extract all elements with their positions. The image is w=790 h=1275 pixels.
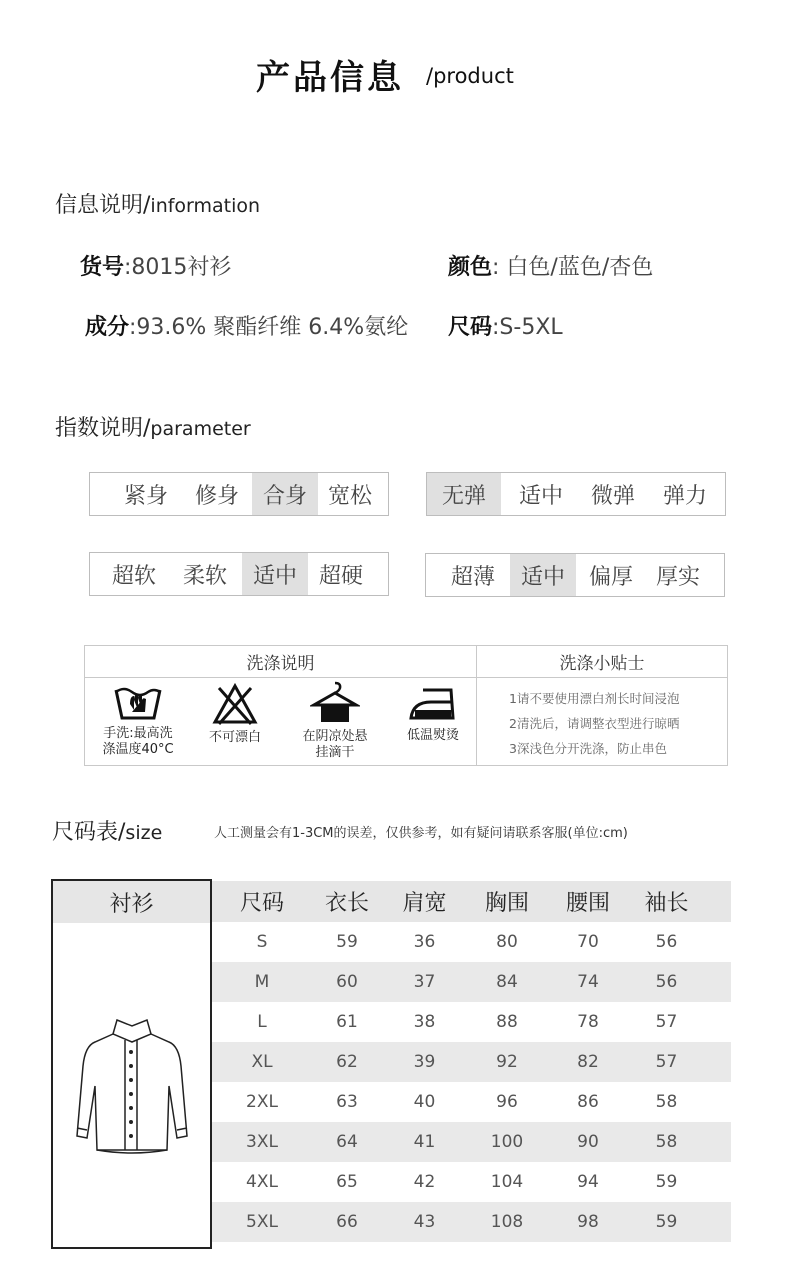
table-row bbox=[212, 1082, 731, 1122]
hand-wash-label-1: 手洗:最高洗 bbox=[103, 726, 173, 741]
garment-label: 衬衫 bbox=[53, 881, 210, 923]
table-cell: 40 bbox=[413, 1092, 436, 1112]
table-cell: 65 bbox=[336, 1172, 358, 1192]
table-row bbox=[212, 1042, 731, 1082]
table-row bbox=[212, 1122, 731, 1162]
table-cell: 84 bbox=[496, 972, 518, 992]
thickness-option-thin: 超薄 bbox=[450, 564, 495, 590]
hand-wash-item bbox=[93, 682, 183, 758]
composition-label: 成分 bbox=[85, 315, 130, 340]
low-iron-label: 低温熨烫 bbox=[406, 728, 459, 743]
washing-divider bbox=[476, 646, 477, 765]
composition-info bbox=[85, 310, 408, 341]
table-cell: 63 bbox=[336, 1092, 358, 1112]
no-bleach-icon bbox=[211, 682, 259, 726]
page-title: 产品信息 bbox=[256, 58, 404, 98]
table-cell: 104 bbox=[490, 1172, 524, 1192]
table-cell: 58 bbox=[655, 1092, 678, 1112]
elasticity-option-medium: 适中 bbox=[518, 483, 563, 509]
table-cell: 74 bbox=[577, 972, 599, 992]
thickness-option-medium-selected: 适中 bbox=[510, 554, 576, 596]
fit-option-loose: 宽松 bbox=[327, 483, 372, 509]
table-cell: L bbox=[257, 1012, 267, 1032]
item-number-label: 货号 bbox=[80, 255, 125, 280]
table-cell: 39 bbox=[413, 1052, 436, 1072]
thickness-scale bbox=[425, 553, 725, 597]
fit-scale bbox=[89, 472, 389, 516]
page-title-english: /product bbox=[426, 64, 514, 88]
color-value: : 白色/蓝色/杏色 bbox=[492, 255, 654, 280]
softness-scale bbox=[89, 552, 389, 596]
item-number bbox=[80, 250, 231, 281]
parameter-heading bbox=[55, 411, 251, 442]
washing-tip: 3深浅色分开洗涤，防止串色 bbox=[509, 741, 667, 756]
table-row bbox=[212, 1202, 731, 1242]
table-cell: 59 bbox=[655, 1212, 678, 1232]
no-bleach-label: 不可漂白 bbox=[208, 730, 261, 745]
table-cell: 66 bbox=[336, 1212, 358, 1232]
thickness-option-thick: 偏厚 bbox=[588, 564, 633, 590]
hand-wash-icon bbox=[112, 682, 164, 722]
elasticity-scale bbox=[426, 472, 726, 516]
softness-option-hard: 超硬 bbox=[318, 563, 363, 589]
table-cell: S bbox=[256, 932, 268, 952]
column-header: 肩宽 bbox=[402, 891, 447, 916]
table-cell: 2XL bbox=[246, 1092, 278, 1112]
table-cell: 82 bbox=[577, 1052, 599, 1072]
table-cell: 56 bbox=[655, 972, 678, 992]
table-cell: 58 bbox=[655, 1132, 678, 1152]
table-cell: 59 bbox=[655, 1172, 678, 1192]
color-info bbox=[448, 250, 653, 281]
size-range-value: :S-5XL bbox=[492, 315, 563, 340]
column-header: 胸围 bbox=[484, 891, 529, 916]
table-row bbox=[212, 1162, 731, 1202]
elasticity-option-slight: 微弹 bbox=[590, 483, 635, 509]
color-label: 颜色 bbox=[448, 255, 493, 280]
washing-box bbox=[84, 645, 728, 766]
hang-dry-shade-icon bbox=[310, 679, 360, 725]
softness-option-super-soft: 超软 bbox=[111, 563, 156, 589]
table-cell: XL bbox=[251, 1052, 273, 1072]
fit-option-regular-selected: 合身 bbox=[252, 473, 318, 515]
size-chart-heading-cn: 尺码表/ bbox=[52, 820, 126, 845]
information-heading bbox=[55, 188, 260, 219]
elasticity-option-stretch: 弹力 bbox=[662, 483, 707, 509]
table-cell: 86 bbox=[577, 1092, 599, 1112]
table-cell: M bbox=[254, 972, 270, 992]
washing-tip: 1请不要使用漂白剂长时间浸泡 bbox=[509, 691, 680, 706]
table-cell: 100 bbox=[490, 1132, 524, 1152]
size-chart-heading-en: size bbox=[125, 822, 163, 844]
table-cell: 4XL bbox=[246, 1172, 278, 1192]
table-cell: 92 bbox=[496, 1052, 518, 1072]
softness-option-soft: 柔软 bbox=[182, 563, 227, 589]
table-cell: 60 bbox=[336, 972, 358, 992]
table-cell: 57 bbox=[655, 1052, 678, 1072]
table-cell: 96 bbox=[496, 1092, 518, 1112]
table-cell: 37 bbox=[413, 972, 436, 992]
table-cell: 3XL bbox=[246, 1132, 278, 1152]
table-cell: 64 bbox=[336, 1132, 358, 1152]
hang-dry-label-1: 在阴凉处悬 bbox=[302, 729, 368, 744]
table-cell: 61 bbox=[336, 1012, 358, 1032]
thickness-option-very-thick: 厚实 bbox=[655, 564, 700, 590]
table-cell: 78 bbox=[577, 1012, 599, 1032]
shirt-illustration-panel bbox=[51, 879, 212, 1249]
composition-value: :93.6% 聚酯纤维 6.4%氨纶 bbox=[129, 315, 409, 340]
column-header: 袖长 bbox=[644, 891, 689, 916]
table-cell: 42 bbox=[413, 1172, 436, 1192]
size-range-label: 尺码 bbox=[448, 315, 493, 340]
washing-tips-list bbox=[509, 686, 679, 761]
no-bleach-item bbox=[195, 682, 275, 746]
parameter-heading-en: parameter bbox=[150, 418, 251, 440]
parameter-heading-cn: 指数说明/ bbox=[55, 416, 151, 441]
washing-tip: 2清洗后，请调整衣型进行晾晒 bbox=[509, 716, 680, 731]
table-cell: 38 bbox=[413, 1012, 436, 1032]
table-cell: 41 bbox=[413, 1132, 436, 1152]
size-range-info bbox=[448, 310, 563, 341]
table-row bbox=[212, 922, 731, 962]
size-chart-note: 人工测量会有1-3CM的误差，仅供参考，如有疑问请联系客服(单位:cm) bbox=[214, 826, 628, 841]
column-header: 尺码 bbox=[239, 891, 284, 916]
table-cell: 90 bbox=[577, 1132, 599, 1152]
washing-instructions-heading: 洗涤说明 bbox=[85, 646, 476, 678]
hang-dry-item bbox=[289, 679, 381, 761]
table-cell: 56 bbox=[655, 932, 678, 952]
table-cell: 36 bbox=[413, 932, 436, 952]
item-number-value: :8015衬衫 bbox=[124, 255, 232, 280]
low-iron-icon bbox=[407, 684, 459, 724]
table-cell: 70 bbox=[577, 932, 599, 952]
information-heading-en: information bbox=[150, 195, 261, 217]
hand-wash-label-2: 涤温度40°C bbox=[102, 742, 174, 757]
hang-dry-label-2: 挂滴干 bbox=[315, 745, 355, 760]
shirt-icon bbox=[73, 1016, 191, 1156]
softness-option-medium-selected: 适中 bbox=[242, 553, 308, 595]
elasticity-option-none-selected: 无弹 bbox=[427, 473, 501, 515]
fit-option-tight: 紧身 bbox=[123, 483, 168, 509]
table-cell: 108 bbox=[490, 1212, 524, 1232]
column-header: 腰围 bbox=[565, 891, 610, 916]
table-row bbox=[212, 962, 731, 1002]
table-cell: 5XL bbox=[246, 1212, 278, 1232]
low-iron-item bbox=[393, 684, 473, 744]
table-cell: 59 bbox=[336, 932, 358, 952]
table-cell: 98 bbox=[577, 1212, 599, 1232]
washing-tips-heading: 洗涤小贴士 bbox=[477, 646, 727, 678]
table-cell: 94 bbox=[577, 1172, 599, 1192]
size-table bbox=[212, 881, 731, 1242]
fit-option-slim: 修身 bbox=[194, 483, 239, 509]
column-header: 衣长 bbox=[324, 891, 369, 916]
table-cell: 80 bbox=[496, 932, 518, 952]
table-cell: 88 bbox=[496, 1012, 518, 1032]
information-heading-cn: 信息说明/ bbox=[55, 193, 151, 218]
table-cell: 43 bbox=[413, 1212, 436, 1232]
size-table-header bbox=[212, 881, 731, 922]
size-table-body bbox=[212, 922, 731, 1242]
table-row bbox=[212, 1002, 731, 1042]
table-cell: 57 bbox=[655, 1012, 678, 1032]
table-cell: 62 bbox=[336, 1052, 358, 1072]
size-chart-heading bbox=[52, 815, 162, 846]
